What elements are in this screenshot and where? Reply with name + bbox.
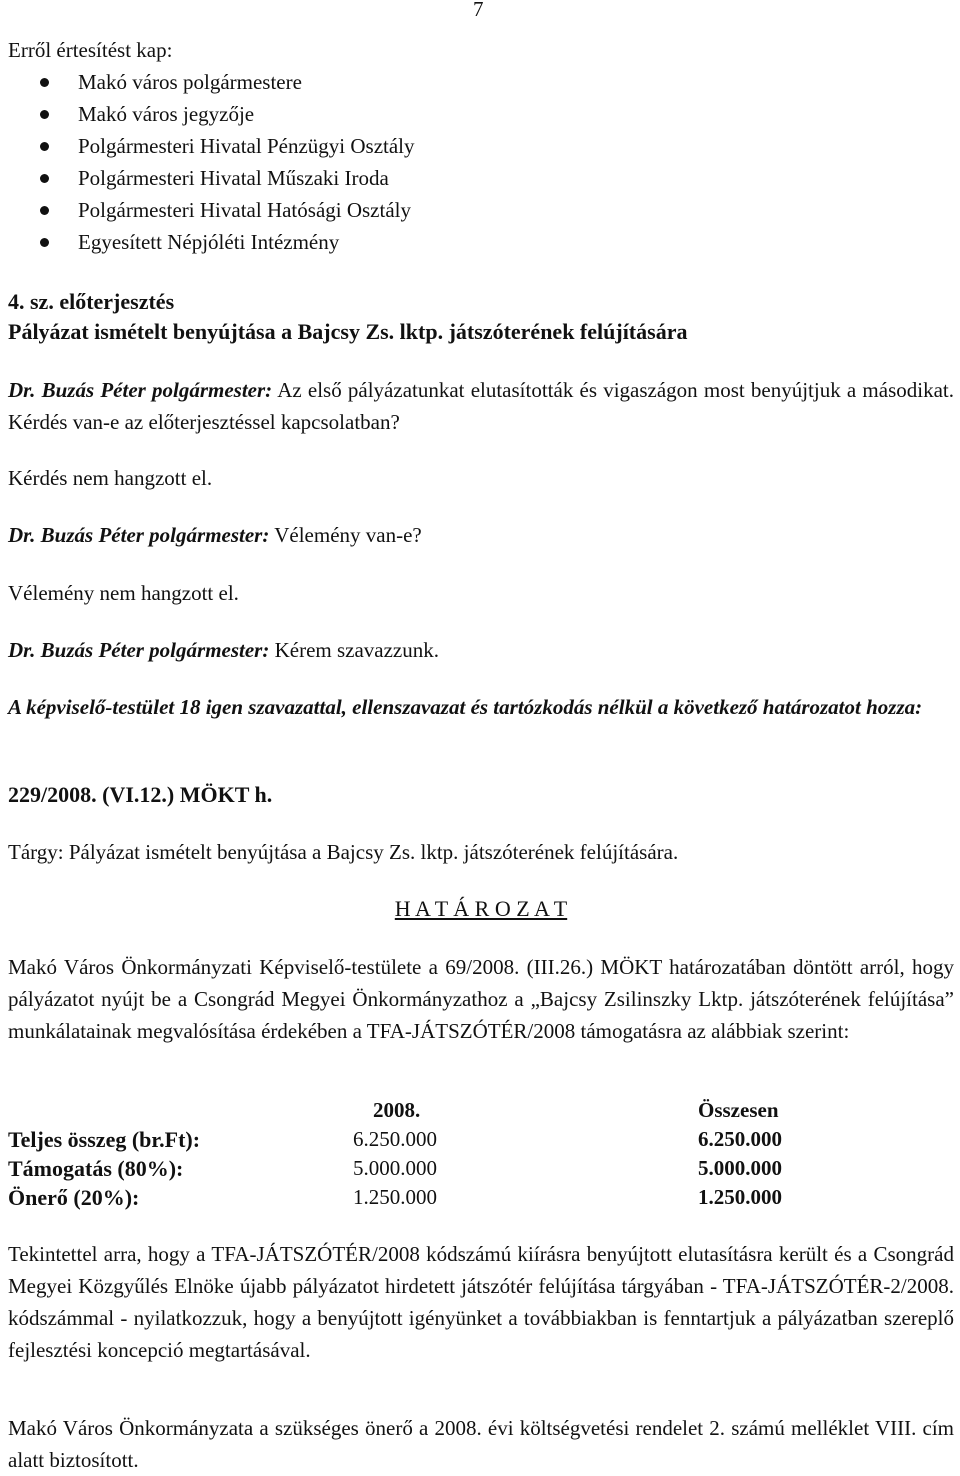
no-opinion-note: Vélemény nem hangzott el. (8, 581, 239, 605)
table-header-row (8, 1096, 782, 1125)
table-cell: 1.250.000 (698, 1185, 782, 1209)
list-item: Egyesített Népjóléti Intézmény (8, 226, 954, 258)
table-cell: 6.250.000 (353, 1127, 437, 1151)
table-cell (8, 1096, 353, 1125)
bullet-icon (40, 174, 49, 183)
paragraph-reapply: Tekintettel arra, hogy a TFA-JÁTSZÓTÉR/2008 kódszámú kiírásra benyújtott elutasításra került és a Csongrád Megyei Közgyűlés Elnöke újabb pályázatot hirdetett játszótér felújítása tárgyában - TFA-JÁTSZÓTÉR-2/2008. kódszámmal - nyilatkozzuk, hogy a benyújtott igényünket a továbbiakban is fenntartjuk a pályázatban szereplő fejlesztési koncepció megtartásával. (8, 1242, 954, 1362)
dialogue-3 (8, 634, 954, 666)
recipient-list (8, 66, 954, 258)
list-item: Polgármesteri Hivatal Pénzügyi Osztály (8, 130, 954, 162)
list-item: Makó város jegyzője (8, 98, 954, 130)
speech-text: Vélemény van-e? (274, 523, 422, 547)
list-item: Polgármesteri Hivatal Hatósági Osztály (8, 194, 954, 226)
table-row (8, 1154, 782, 1183)
dialogue-2 (8, 519, 954, 551)
notify-heading: Erről értesítést kap: (8, 38, 173, 62)
vote-result: A képviselő-testület 18 igen szavazattal, ellenszavazat és tartózkodás nélkül a következő határozatot hozza: (8, 695, 923, 719)
table-row (8, 1125, 782, 1154)
speech-text: Az első pályázatunkat elutasították és vigaszágon most benyújtjuk a másodikat. Kérdés van-e az előterjesztéssel kapcsolatban? (8, 378, 954, 434)
speaker-label: Dr. Buzás Péter polgármester: (8, 523, 270, 547)
bullet-icon (40, 206, 49, 215)
list-item: Makó város polgármestere (8, 66, 954, 98)
resolution-intro: Makó Város Önkormányzati Képviselő-testülete a 69/2008. (III.26.) MÖKT határozatában döntött arról, hogy pályázatot nyújt be a Csongrád Megyei Önkormányzathoz a „Bajcsy Zsilinszky Lktp. játszóterének felújítása” munkálatainak megvalósítása érdekében a TFA-JÁTSZÓTÉR/2008 támogatásra az alábbiak szerint: (8, 955, 954, 1043)
resolution-heading: H A T Á R O Z A T (394, 896, 568, 921)
subject-line: Tárgy: Pályázat ismételt benyújtása a Bajcsy Zs. lktp. játszóterének felújítására. (8, 840, 679, 864)
speech-text: Kérem szavazzunk. (274, 638, 440, 662)
speaker-label: Dr. Buzás Péter polgármester: (8, 378, 273, 402)
proposal-number: 4. sz. előterjesztés (8, 289, 175, 314)
row-label: Teljes összeg (br.Ft): (8, 1127, 201, 1152)
row-label: Önerő (20%): (8, 1185, 140, 1210)
column-header-total: Összesen (698, 1098, 779, 1122)
page-number: 7 (473, 0, 484, 21)
table-cell: 6.250.000 (698, 1127, 782, 1151)
speaker-label: Dr. Buzás Péter polgármester: (8, 638, 270, 662)
finance-table (8, 1096, 782, 1212)
dialogue-1 (8, 374, 954, 438)
table-cell: 5.000.000 (353, 1156, 437, 1180)
bullet-icon (40, 238, 49, 247)
bullet-icon (40, 110, 49, 119)
bullet-icon (40, 78, 49, 87)
column-header-2008: 2008. (373, 1098, 421, 1122)
bullet-icon (40, 142, 49, 151)
resolution-number: 229/2008. (VI.12.) MÖKT h. (8, 782, 273, 807)
row-label: Támogatás (80%): (8, 1156, 184, 1181)
list-item: Polgármesteri Hivatal Műszaki Iroda (8, 162, 954, 194)
proposal-title: Pályázat ismételt benyújtása a Bajcsy Zs. lktp. játszóterének felújítására (8, 319, 688, 344)
table-cell: 5.000.000 (698, 1156, 782, 1180)
paragraph-selfshare: Makó Város Önkormányzata a szükséges önerő a 2008. évi költségvetési rendelet 2. számú melléklet VIII. cím alatt biztosított. (8, 1416, 954, 1472)
table-row (8, 1183, 782, 1212)
table-cell: 1.250.000 (353, 1185, 437, 1209)
no-question-note: Kérdés nem hangzott el. (8, 466, 213, 490)
